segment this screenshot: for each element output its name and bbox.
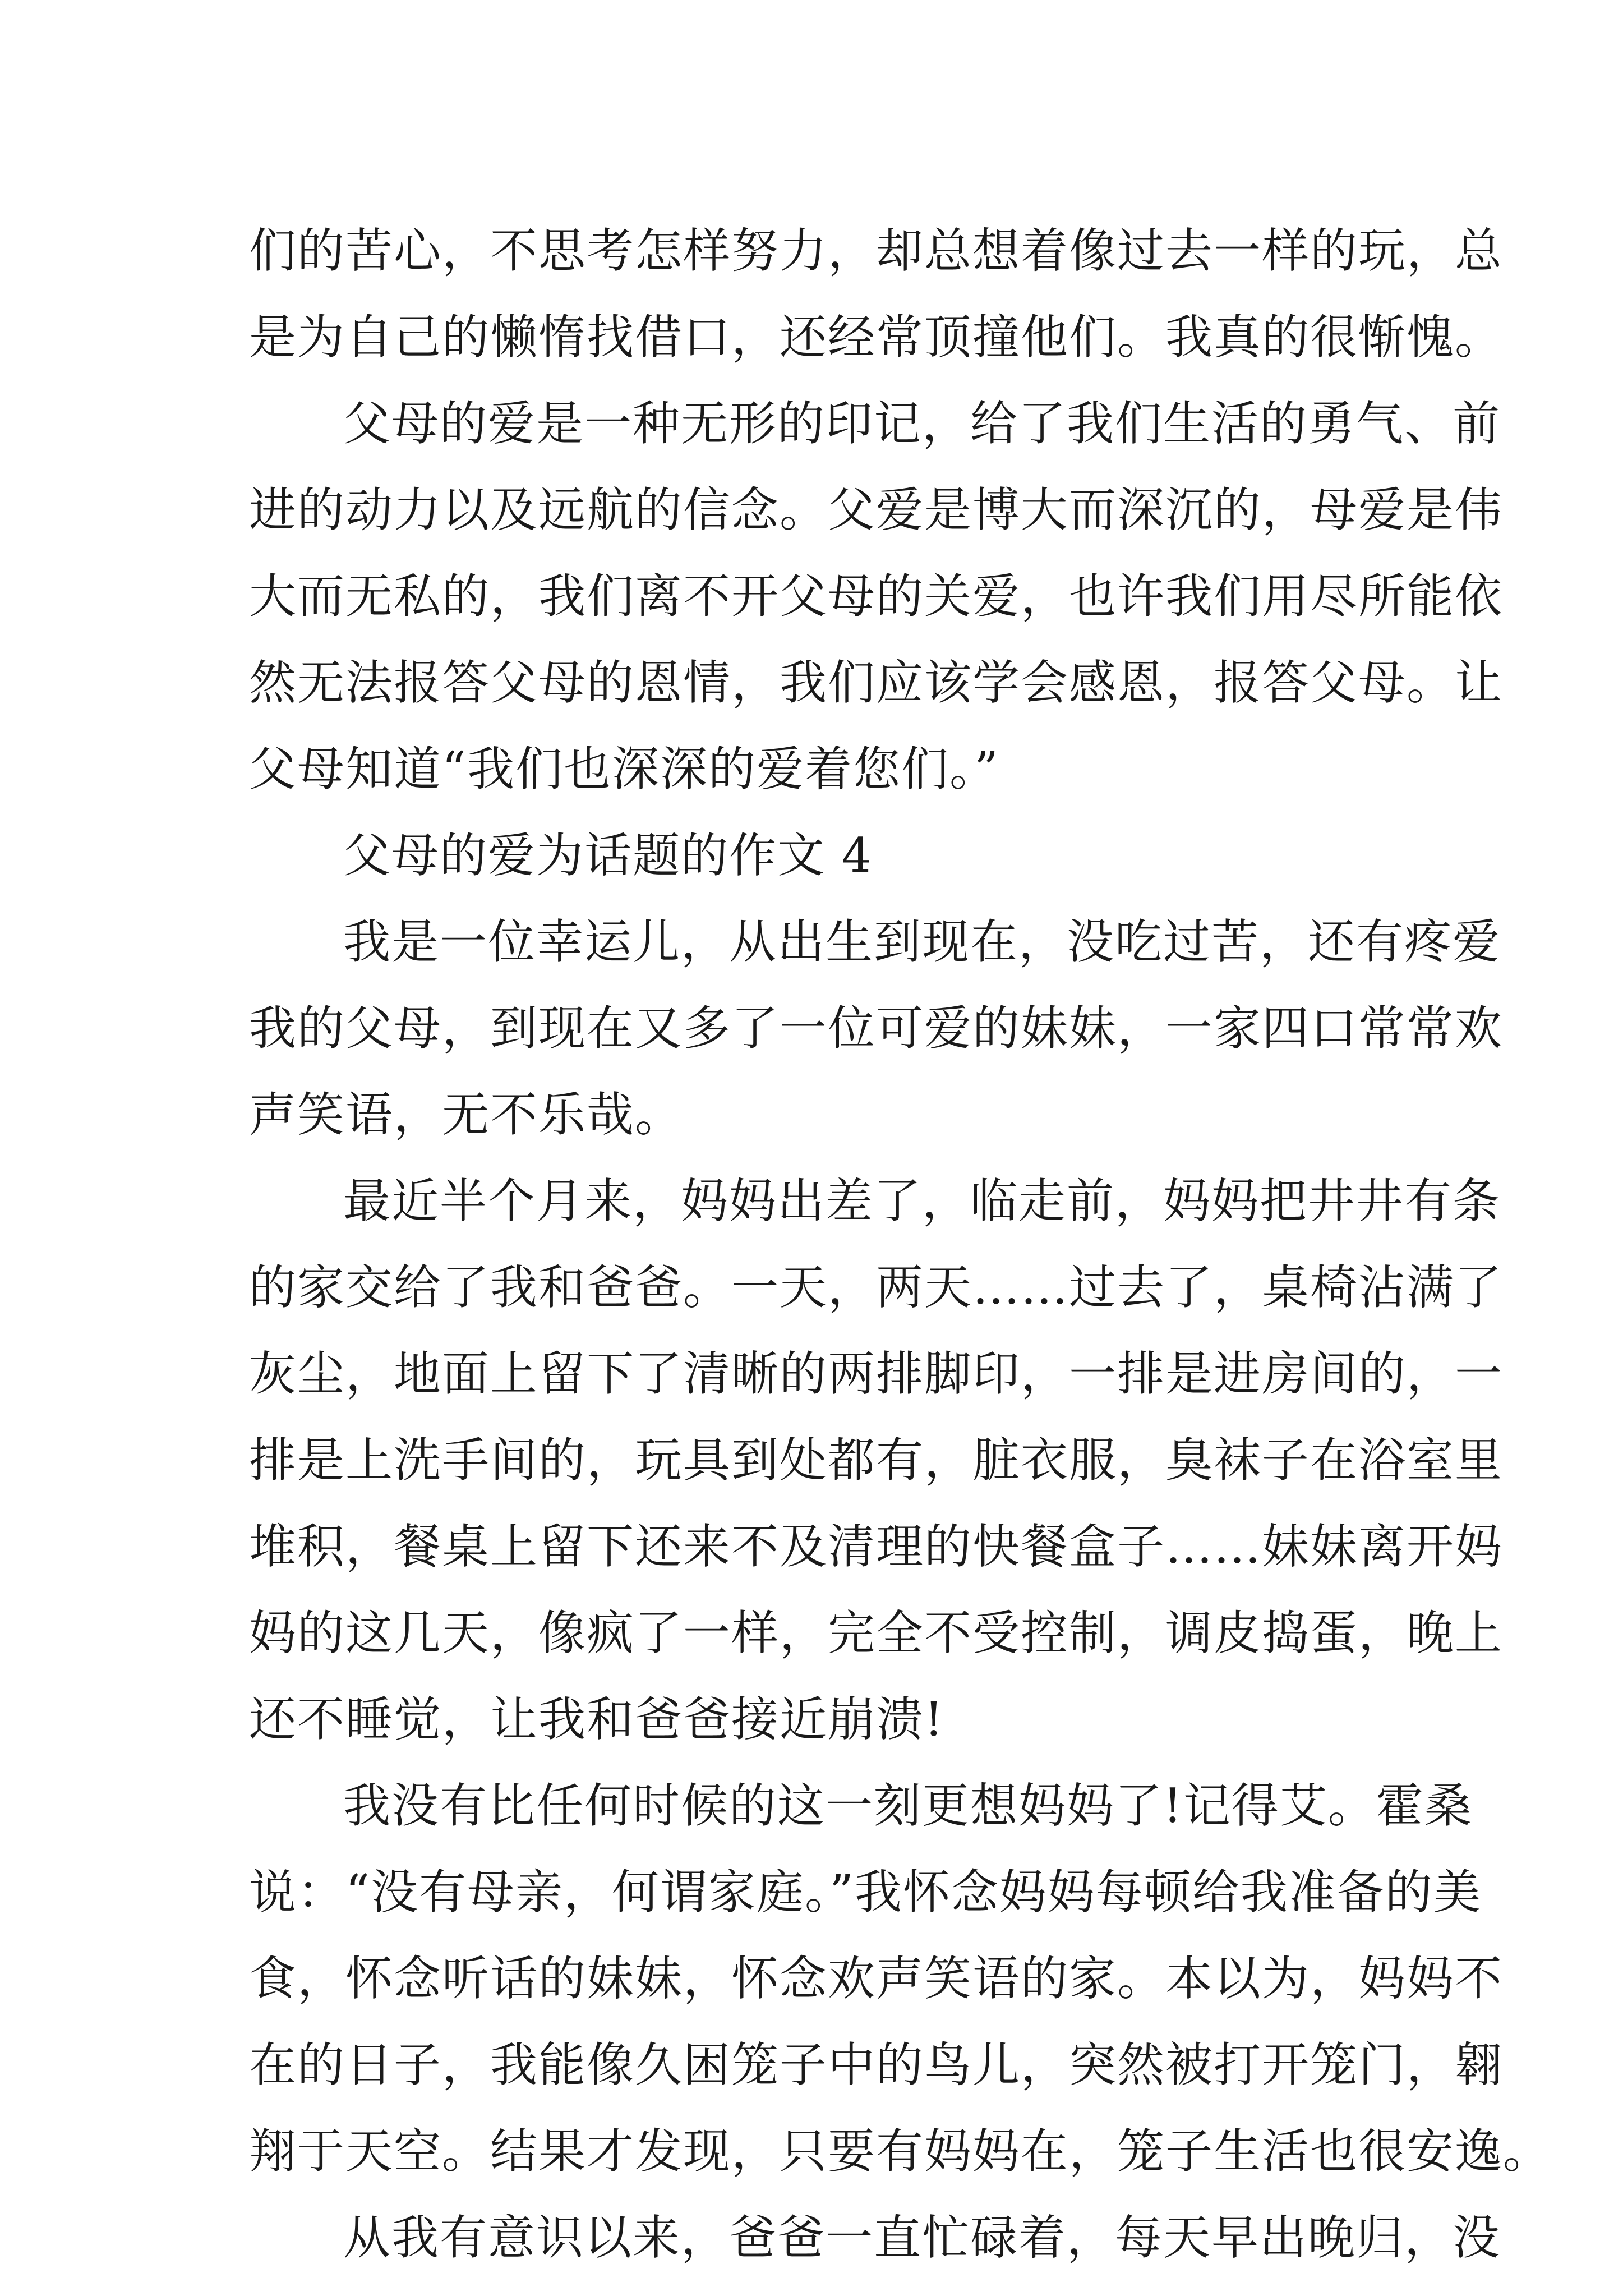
text-line: 声笑语，无不乐哉。 [249,1087,684,1142]
text-line: 的家交给了我和爸爸。一天，两天……过去了，桌椅沾满了 [249,1260,1504,1315]
text-line: 从我有意识以来，爸爸一直忙碌着，每天早出晚归，没 [343,2210,1501,2265]
text-line: 大而无私的，我们离不开父母的关爱，也许我们用尽所能依 [249,569,1504,624]
text-line: 排是上洗手间的，玩具到处都有，脏衣服，臭袜子在浴室里 [249,1433,1504,1488]
text-line: 进的动力以及远航的信念。父爱是博大而深沉的，母爱是伟 [249,482,1504,537]
text-line: 我没有比任何时候的这一刻更想妈妈了!记得艾。霍桑 [343,1778,1473,1833]
text-line: 我是一位幸运儿，从出生到现在，没吃过苦，还有疼爱 [343,914,1501,969]
text-line: 们的苦心，不思考怎样努力，却总想着像过去一样的玩，总 [249,223,1504,278]
text-line: 是为自己的懒惰找借口，还经常顶撞他们。我真的很惭愧。 [249,310,1504,365]
text-line: 最近半个月来，妈妈出差了，临走前，妈妈把井井有条 [343,1174,1501,1228]
text-line: 父母的爱是一种无形的印记，给了我们生活的勇气、前 [343,396,1501,451]
text-line: 食，怀念听话的妹妹，怀念欢声笑语的家。本以为，妈妈不 [249,1951,1504,2006]
text-line: 在的日子，我能像久困笼子中的鸟儿，突然被打开笼门，翱 [249,2037,1504,2092]
text-line: 说：“没有母亲，何谓家庭。”我怀念妈妈每顿给我准备的美 [249,1865,1482,1920]
text-line: 灰尘，地面上留下了清晰的两排脚印，一排是进房间的，一 [249,1346,1504,1401]
text-line: 然无法报答父母的恩情，我们应该学会感恩，报答父母。让 [249,655,1504,710]
section-heading: 父母的爱为话题的作文 4 [343,828,873,883]
text-line: 堆积，餐桌上留下还来不及清理的快餐盒子……妹妹离开妈 [249,1519,1504,1574]
body-text [249,208,1552,2281]
text-line: 翔于天空。结果才发现，只要有妈妈在，笼子生活也很安逸。 [249,2124,1552,2179]
text-line: 我的父母，到现在又多了一位可爱的妹妹，一家四口常常欢 [249,1001,1504,1056]
text-line: 父母知道“我们也深深的爱着您们。” [249,742,999,797]
text-line: 妈的这几天，像疯了一样，完全不受控制，调皮捣蛋，晚上 [249,1605,1504,1660]
text-line: 还不睡觉，让我和爸爸接近崩溃! [249,1692,944,1747]
